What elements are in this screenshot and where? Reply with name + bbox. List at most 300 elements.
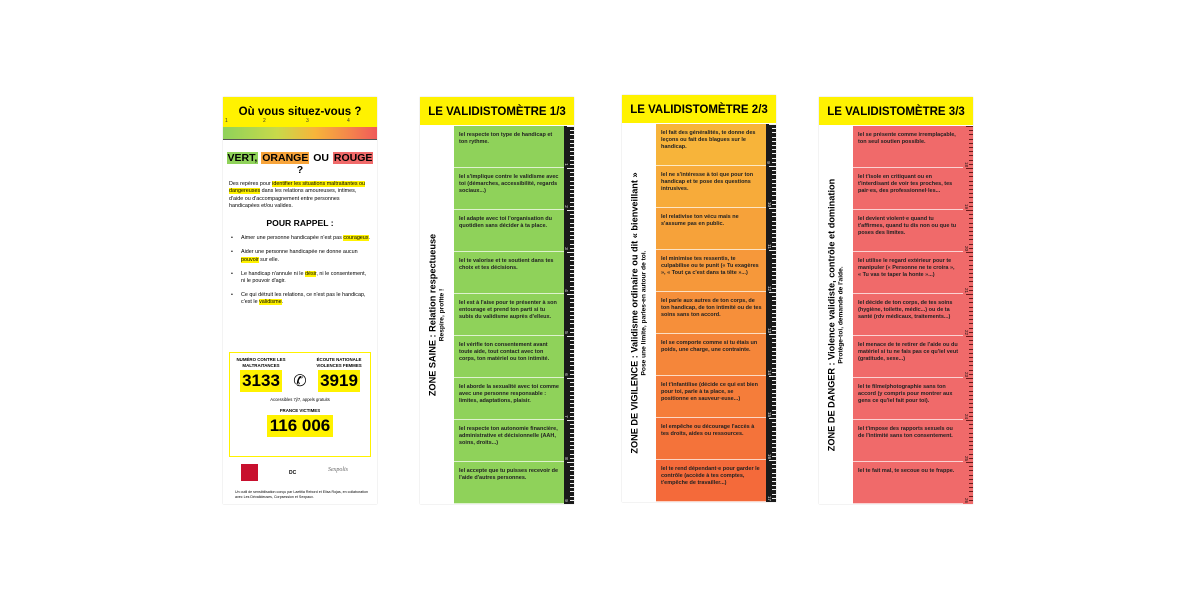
ruler-tick [570, 407, 574, 408]
zone-title: ZONE SAINE : Relation respectueuse [427, 233, 438, 397]
ruler-tick [772, 355, 776, 356]
list-item: Iel se comporte comme si tu étais un poids, une charge, une contrainte. [656, 334, 766, 376]
list-item: Iel t'impose des rapports sexuels ou de l'intimité sans ton consentement. [853, 420, 963, 462]
label-orange: ORANGE [262, 152, 309, 164]
ruler-tick [969, 319, 973, 320]
ruler-number: 8 [563, 457, 569, 460]
ruler-tick [772, 187, 776, 188]
helplines-box [229, 352, 371, 457]
zone-label [819, 126, 853, 504]
ruler-tick [570, 160, 574, 161]
zone-subtitle: Respire, profite ! [438, 288, 446, 342]
ruler-tick [570, 357, 574, 358]
ruler-tick [570, 479, 574, 480]
helpline-number[interactable]: 3919 [320, 371, 358, 390]
list-item: Iel minimise tes ressentis, te culpabilise ou te punit (« Tu exagères », « Tout ça c'est dans ta tête »...) [656, 250, 766, 292]
ruler-tick [969, 365, 973, 366]
ruler-tick [772, 393, 776, 394]
ruler-tick [570, 483, 574, 484]
helpline-label: FRANCE VICTIMES [279, 408, 321, 413]
ruler-tick [772, 485, 776, 486]
ruler-tick [772, 443, 776, 444]
ruler-tick [969, 311, 973, 312]
ruler-tick [570, 214, 574, 215]
ruler-tick [570, 164, 574, 165]
ruler-tick [570, 349, 574, 350]
ruler-tick [969, 424, 973, 425]
ruler-tick [966, 168, 973, 169]
ruler-tick [772, 405, 776, 406]
helpline-number[interactable]: 3133 [242, 371, 280, 390]
list-item: • Le handicap n'annule ni le désir, ni le consentement, ni le pouvoir d'agir. [231, 271, 371, 285]
ruler-tick [969, 139, 973, 140]
ruler-tick [567, 462, 574, 463]
ruler-tick [570, 470, 574, 471]
ruler-tick [570, 265, 574, 266]
ruler-tick [570, 391, 574, 392]
ruler-tick [966, 420, 973, 421]
ruler-tick [570, 176, 574, 177]
ruler-tick [969, 328, 973, 329]
list-item: Iel adapte avec toi l'organisation du quotidien sans décider à ta place. [454, 210, 564, 252]
list-item: Iel t'isole en critiquant ou en t'interdisant de voir tes proches, tes pair·es, des professionnel·les... [853, 168, 963, 210]
ruler-tick [772, 321, 776, 322]
ruler-tick [567, 168, 574, 169]
ruler-tick [969, 235, 973, 236]
zone-subtitle: Protège-toi, demande de l'aide. [837, 266, 845, 364]
list-item: Iel utilise le regard extérieur pour te manipuler (« Personne ne te croira », « Tu vas te taper la honte »...) [853, 252, 963, 294]
ruler-tick [969, 361, 973, 362]
ruler-tick [969, 269, 973, 270]
ruler-tick [570, 130, 574, 131]
access-note: Accessibles 7j/7, appels gratuits [270, 397, 330, 402]
ruler-tick [969, 248, 973, 249]
ruler-tick [570, 382, 574, 383]
ruler-number: 18 [964, 161, 970, 168]
ruler-tick [969, 214, 973, 215]
ruler-tick [969, 206, 973, 207]
ruler-tick [772, 137, 776, 138]
ruler-number: 17 [767, 495, 773, 502]
scale-tick-label: 2 [263, 118, 266, 124]
ruler-tick [772, 191, 776, 192]
ruler-tick [772, 229, 776, 230]
ruler-tick [772, 431, 776, 432]
zone-title: ZONE DE VIGILENCE : Validisme ordinaire ou dit « bienveillant » [629, 172, 640, 454]
ruler-tick [772, 263, 776, 264]
ruler-tick [966, 378, 973, 379]
ruler-tick [772, 414, 776, 415]
ruler-tick [772, 435, 776, 436]
ruler-number: 2 [563, 205, 569, 208]
ruler-tick [969, 160, 973, 161]
ruler-tick [570, 466, 574, 467]
ruler-tick [570, 206, 574, 207]
ruler-tick [567, 336, 574, 337]
ruler-tick [966, 126, 973, 127]
ruler-tick [570, 302, 574, 303]
card-title: LE VALIDISTOMÈTRE 2/3 [622, 95, 776, 123]
label-rouge: ROUGE [333, 152, 373, 164]
item-list [454, 126, 564, 504]
ruler-tick [570, 416, 574, 417]
ruler-tick [772, 363, 776, 364]
ruler-tick [969, 353, 973, 354]
ruler-tick [772, 384, 776, 385]
ruler-tick [772, 309, 776, 310]
ruler-tick [772, 153, 776, 154]
ruler-tick [570, 193, 574, 194]
ruler-tick [969, 130, 973, 131]
ruler-tick [969, 395, 973, 396]
ruler-tick [969, 286, 973, 287]
ruler-tick [769, 208, 776, 209]
ruler-tick [570, 155, 574, 156]
validistometre-card-3 [819, 97, 973, 504]
ruler-number: 19 [964, 203, 970, 210]
ruler-number: 13 [767, 327, 773, 334]
ruler-tick [969, 487, 973, 488]
ruler-tick [969, 407, 973, 408]
ruler-tick [969, 441, 973, 442]
ruler-tick [772, 216, 776, 217]
ruler-tick [570, 332, 574, 333]
ruler-tick [570, 475, 574, 476]
ruler-tick [969, 260, 973, 261]
ruler-tick [570, 231, 574, 232]
ruler-tick [567, 294, 574, 295]
ruler-tick [567, 210, 574, 211]
partner-logos [223, 464, 377, 484]
list-item: Iel te rend dépendant·e pour garder le contrôle (accède à tes comptes, t'empêche de travailler...) [656, 460, 766, 502]
list-item: Iel est à l'aise pour te présenter à son entourage et prend ton parti si tu subis du validisme auprès d'elleux. [454, 294, 564, 336]
list-item: • Ce qui détruit les relations, ce n'est pas le handicap, c'est le validisme. [231, 292, 371, 306]
ruler-tick [772, 141, 776, 142]
ruler-tick [969, 185, 973, 186]
ruler-tick [772, 389, 776, 390]
ruler-tick [969, 470, 973, 471]
ruler-tick [570, 458, 574, 459]
helpline-label: ÉCOUTE NATIONALE VIOLENCES FEMMES [316, 357, 362, 368]
ruler-tick [969, 323, 973, 324]
ruler-tick [772, 132, 776, 133]
ruler-tick [772, 225, 776, 226]
ruler-tick [772, 351, 776, 352]
scale-tick-label: 4 [347, 118, 350, 124]
list-item: Iel menace de te retirer de l'aide ou du matériel si tu ne fais pas ce qu'iel veut (gratitude, sexe...) [853, 336, 963, 378]
ruler-tick [772, 498, 776, 499]
partner-logo: DC [289, 470, 297, 476]
ruler-tick [570, 256, 574, 257]
ruler-tick [769, 418, 776, 419]
ruler-number: 3 [563, 247, 569, 250]
ruler-tick [969, 290, 973, 291]
ruler-tick [769, 166, 776, 167]
ruler-tick [772, 359, 776, 360]
ruler-number: 22 [964, 329, 970, 336]
ruler-tick [969, 281, 973, 282]
ruler-tick [969, 227, 973, 228]
ruler-tick [966, 462, 973, 463]
ruler-tick [969, 403, 973, 404]
ruler-tick [772, 158, 776, 159]
list-item: Iel fait des généralités, te donne des leçons ou fait des blagues sur le handicap. [656, 124, 766, 166]
ruler-tick [570, 298, 574, 299]
ruler-tick [969, 344, 973, 345]
ruler-tick [969, 370, 973, 371]
ruler-tick [570, 340, 574, 341]
list-item: Iel te fait mal, te secoue ou te frappe. [853, 462, 963, 504]
helpline-number[interactable]: 116 006 [267, 415, 334, 437]
list-item: Iel décide de ton corps, de tes soins (hygiène, toilette, médic...) ou de ta santé (rdv médicaux, traitements...) [853, 294, 963, 336]
ruler-tick [772, 296, 776, 297]
ruler-tick [570, 399, 574, 400]
ruler-tick [772, 145, 776, 146]
ruler-number: 15 [767, 411, 773, 418]
ruler-tick [570, 412, 574, 413]
list-item: Iel vérifie ton consentement avant toute aide, tout contact avec ton corps, ton matériel ou ton intimité. [454, 336, 564, 378]
ruler-tick [567, 378, 574, 379]
ruler-tick [969, 449, 973, 450]
ruler-number: 26 [964, 497, 970, 504]
ruler-tick [969, 349, 973, 350]
ruler-tick [772, 279, 776, 280]
list-item: Iel devient violent·e quand tu t'affirmes, quand tu dis non ou que tu poses des limites. [853, 210, 963, 252]
list-item: Iel respecte ton autonomie financière, administrative et décisionnelle (AAH, soins, droits...) [454, 420, 564, 462]
ruler-tick [772, 128, 776, 129]
ruler-tick [570, 424, 574, 425]
scale-tick-label: 1 [225, 118, 228, 124]
ruler-tick [969, 458, 973, 459]
ruler-tick [772, 233, 776, 234]
ruler-tick [772, 242, 776, 243]
ruler-tick [969, 193, 973, 194]
zone-label [420, 126, 454, 504]
ruler-tick [969, 340, 973, 341]
ruler-tick [570, 319, 574, 320]
ruler-tick [570, 496, 574, 497]
ruler-tick [570, 365, 574, 366]
ruler-tick [772, 300, 776, 301]
card-title: LE VALIDISTOMÈTRE 3/3 [819, 97, 973, 125]
validistometre-card-2 [622, 95, 776, 502]
ruler-tick [772, 204, 776, 205]
ruler-tick [772, 439, 776, 440]
ruler-tick [772, 489, 776, 490]
ruler-tick [969, 445, 973, 446]
reperes-card [223, 97, 377, 504]
ruler-number: 14 [767, 369, 773, 376]
list-item: Iel accepte que tu puisses recevoir de l'aide d'autres personnes. [454, 462, 564, 504]
ruler-tick [772, 149, 776, 150]
ruler-tick [969, 433, 973, 434]
ruler [564, 126, 574, 504]
ruler-tick [769, 376, 776, 377]
ruler-tick [570, 227, 574, 228]
ruler-tick [772, 237, 776, 238]
ruler-tick [772, 254, 776, 255]
rappel-heading: POUR RAPPEL : [266, 218, 334, 229]
ruler-tick [570, 403, 574, 404]
ruler-tick [969, 491, 973, 492]
ruler-tick [966, 336, 973, 337]
ruler-tick [570, 290, 574, 291]
ruler-tick [570, 139, 574, 140]
ruler-tick [969, 391, 973, 392]
ruler-tick [772, 313, 776, 314]
ruler-tick [570, 386, 574, 387]
ruler-tick [772, 305, 776, 306]
ruler-tick [969, 244, 973, 245]
partner-logo: Sexpolis [328, 467, 348, 473]
ruler-tick [772, 179, 776, 180]
ruler-tick [772, 397, 776, 398]
ruler-tick [969, 302, 973, 303]
ruler-tick [969, 382, 973, 383]
ruler-number: 21 [964, 287, 970, 294]
item-list [853, 126, 963, 504]
ruler-tick [969, 273, 973, 274]
ruler-tick [772, 174, 776, 175]
ruler-tick [772, 473, 776, 474]
ruler-number: 4 [563, 289, 569, 292]
ruler-tick [772, 275, 776, 276]
scale-tick-label: 3 [306, 118, 309, 124]
ruler-tick [570, 328, 574, 329]
card-title: Où vous situez-vous ? [223, 97, 377, 127]
ruler-tick [969, 428, 973, 429]
ruler-tick [570, 143, 574, 144]
ruler-tick [772, 477, 776, 478]
ruler-tick [772, 401, 776, 402]
ruler-tick [570, 202, 574, 203]
ruler-tick [570, 172, 574, 173]
ruler-tick [772, 372, 776, 373]
ruler-tick [772, 494, 776, 495]
ruler-tick [772, 368, 776, 369]
ruler-tick [772, 200, 776, 201]
intro-text: Des repères pour identifier les situations maltraitantes ou dangereuses dans les relations amoureuses, intimes, d'aide ou d'accompagnement entre personnes handicapées et/ou valides. [229, 181, 366, 209]
ruler-tick [570, 239, 574, 240]
ruler-tick [570, 147, 574, 148]
ruler-tick [772, 456, 776, 457]
ruler-number: 9 [563, 499, 569, 502]
ruler-tick [772, 422, 776, 423]
ruler-tick [570, 344, 574, 345]
ruler-tick [772, 221, 776, 222]
ruler-tick [570, 218, 574, 219]
ruler-tick [969, 483, 973, 484]
ruler-tick [969, 151, 973, 152]
list-item: Iel ne s'intéresse à toi que pour ton handicap et te pose des questions intrusives. [656, 166, 766, 208]
ruler-tick [969, 147, 973, 148]
ruler-tick [969, 437, 973, 438]
list-item: Iel te valorise et te soutient dans tes choix et tes décisions. [454, 252, 564, 294]
ruler-tick [772, 317, 776, 318]
ruler-tick [772, 288, 776, 289]
ruler-tick [769, 124, 776, 125]
list-item: • Aider une personne handicapée ne donne aucun pouvoir sur elle. [231, 249, 371, 263]
ruler-tick [772, 447, 776, 448]
ruler-tick [969, 307, 973, 308]
ruler-tick [570, 273, 574, 274]
ruler-tick [570, 500, 574, 501]
ruler-tick [772, 380, 776, 381]
ruler-tick [772, 481, 776, 482]
ruler-tick [567, 126, 574, 127]
ruler-tick [969, 416, 973, 417]
credit-text: Un outil de sensibilisation conçu par Laetitia Rebord et Elisa Rojas, en collaboration avec Les Dévalideuses, Corpsession et Sexpaux. [235, 490, 369, 499]
ruler-tick [570, 487, 574, 488]
ruler-number: 5 [563, 331, 569, 334]
ruler-tick [966, 294, 973, 295]
ruler-tick [969, 315, 973, 316]
zone-label [622, 124, 656, 502]
ruler-tick [969, 500, 973, 501]
ruler-tick [969, 332, 973, 333]
ruler-tick [969, 218, 973, 219]
validistometre-card-1 [420, 97, 574, 504]
ruler-tick [772, 183, 776, 184]
ruler-tick [570, 235, 574, 236]
helpline-label: NUMÉRO CONTRE LES MALTRAITANCES [236, 357, 286, 368]
ruler-tick [772, 326, 776, 327]
ruler-tick [969, 143, 973, 144]
ruler-tick [772, 162, 776, 163]
ruler-number: 16 [767, 453, 773, 460]
ruler-tick [969, 454, 973, 455]
ruler-tick [570, 151, 574, 152]
ruler-tick [772, 212, 776, 213]
ruler-tick [570, 445, 574, 446]
ruler-number: 10 [767, 201, 773, 208]
ruler-tick [772, 246, 776, 247]
list-item: Iel t'infantilise (décide ce qui est bien pour toi, parle à ta place, se positionne en sauveur·euse...) [656, 376, 766, 418]
ruler [963, 126, 973, 504]
ruler-tick [772, 284, 776, 285]
ruler-tick [772, 330, 776, 331]
ruler-tick [769, 292, 776, 293]
rappel-list [231, 235, 371, 306]
list-item: Iel parle aux autres de ton corps, de ton handicap, de ton intimité ou de tes soins sans ton accord. [656, 292, 766, 334]
item-list [656, 124, 766, 502]
ruler-tick [570, 223, 574, 224]
ruler-tick [772, 464, 776, 465]
ruler-tick [969, 357, 973, 358]
ruler-tick [969, 374, 973, 375]
ruler-tick [969, 239, 973, 240]
ruler-tick [969, 155, 973, 156]
ruler-tick [969, 496, 973, 497]
ruler-tick [772, 258, 776, 259]
ruler-tick [772, 342, 776, 343]
ruler-number: 12 [767, 285, 773, 292]
list-item: Iel empêche ou décourage l'accès à tes droits, aides ou ressources. [656, 418, 766, 460]
ruler-tick [570, 281, 574, 282]
ruler-tick [570, 311, 574, 312]
ruler-tick [567, 252, 574, 253]
ruler-tick [772, 267, 776, 268]
ruler-tick [570, 244, 574, 245]
ruler-tick [969, 223, 973, 224]
ruler-tick [570, 323, 574, 324]
ruler-tick [969, 197, 973, 198]
ruler-number: 20 [964, 245, 970, 252]
ruler-number: 11 [766, 244, 772, 249]
ruler-tick [772, 338, 776, 339]
ruler-tick [570, 185, 574, 186]
ruler-number: 1 [563, 163, 569, 166]
